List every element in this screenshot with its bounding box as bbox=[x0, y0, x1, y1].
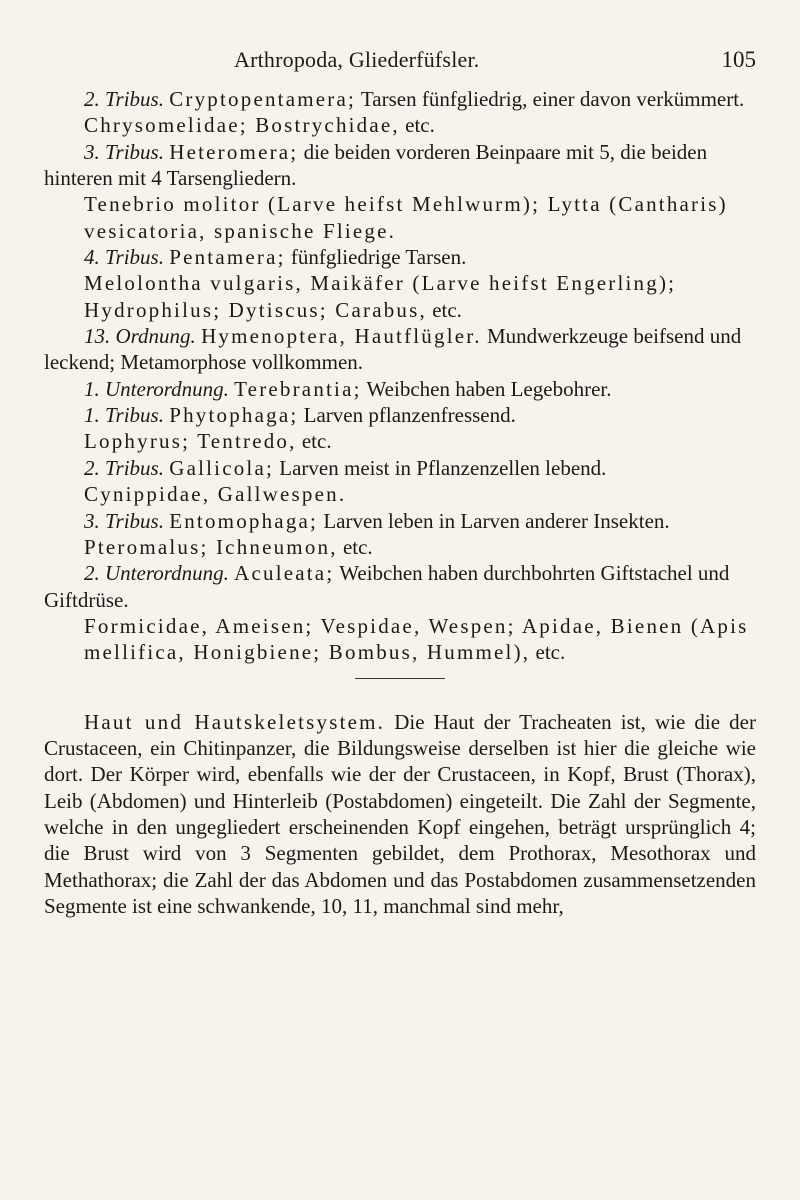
taxon-description: Larven meist in Pflanzenzellen lebend. bbox=[274, 455, 607, 480]
taxon-name: Cryptopentamera; bbox=[169, 87, 357, 111]
taxon-description: etc. bbox=[337, 534, 373, 559]
taxon-entry bbox=[44, 428, 756, 454]
taxon-entry bbox=[44, 613, 756, 666]
taxon-name: Terebrantia; bbox=[234, 376, 362, 401]
taxon-description: etc. bbox=[426, 297, 462, 322]
taxon-name: Heteromera; bbox=[169, 139, 299, 164]
taxon-description: Mundwerkzeuge beifsend und leckend; Metamorphose vollkommen. bbox=[44, 324, 742, 375]
book-page bbox=[44, 0, 756, 919]
taxon-rank: 1. Tribus. bbox=[84, 403, 164, 428]
section-divider bbox=[355, 678, 445, 679]
taxon-entry bbox=[44, 402, 756, 428]
taxon-entry bbox=[44, 139, 756, 192]
taxon-entry bbox=[44, 455, 756, 481]
taxon-entry bbox=[44, 191, 756, 244]
section-body: Die Haut der Tracheaten ist, wie die der Crustaceen, ein Chitinpanzer, die Bildungsweise derselben ist hier die gleiche wie dort. Der Körper wird, ebenfalls wie der der Crustaceen, in Kopf, Brust (Thorax), Leib (Abdomen) und Hinterleib (Postabdomen) eingeteilt. Die Zahl der Segmente, welche in den ungegliedert erscheinenden Kopf eingehen, beträgt ursprünglich 4; die Brust wird von 3 Segmenten gebildet, dem Prothorax, Mesothorax und Methathorax; die Zahl der das Abdomen und das Postabdomen zusammensetzenden Segmente ist eine schwankende, 10, 11, manchmal sind mehr, bbox=[44, 709, 756, 918]
taxon-description: Larven leben in Larven anderer Insekten. bbox=[318, 508, 670, 533]
taxon-entry bbox=[44, 376, 756, 402]
section-heading: Haut und Hautskeletsystem. bbox=[84, 709, 386, 734]
taxon-description: etc. bbox=[530, 640, 566, 665]
taxon-name: Tenebrio molitor (Larve heifst Mehlwurm); Lytta (Cantharis) vesicatoria, spanische Fliege. bbox=[84, 192, 728, 243]
classification-list bbox=[44, 86, 756, 666]
taxon-rank: 4. Tribus. bbox=[84, 245, 164, 270]
taxon-rank: 2. Tribus. bbox=[84, 455, 164, 480]
taxon-name: Pteromalus; Ichneumon, bbox=[84, 534, 338, 559]
taxon-entry bbox=[44, 481, 756, 507]
taxon-name: Formicidae, Ameisen; Vespidae, Wespen; Apidae, Bienen (Apis mellifica, Honigbiene; Bombus, Hummel), bbox=[84, 613, 749, 665]
taxon-description: Larven pflanzenfressend. bbox=[298, 403, 516, 428]
taxon-description: die beiden vorderen Beinpaare mit 5, die beiden hinteren mit 4 Tarsengliedern. bbox=[44, 139, 708, 191]
taxon-name: Phytophaga; bbox=[169, 403, 299, 428]
taxon-name: Aculeata; bbox=[234, 561, 335, 586]
taxon-rank: 2. Unterordnung. bbox=[84, 561, 229, 586]
taxon-description: etc. bbox=[296, 429, 332, 454]
taxon-entry bbox=[44, 112, 756, 138]
taxon-entry bbox=[44, 323, 756, 376]
taxon-name: Chrysomelidae; Bostrychidae, bbox=[84, 113, 400, 138]
taxon-rank: 3. Tribus. bbox=[84, 139, 164, 164]
taxon-entry bbox=[44, 86, 756, 112]
taxon-entry bbox=[44, 244, 756, 270]
taxon-rank: 13. Ordnung. bbox=[84, 324, 196, 349]
taxon-entry bbox=[44, 560, 756, 613]
taxon-rank: 2. Tribus. bbox=[84, 87, 164, 111]
page-number: 105 bbox=[721, 47, 756, 72]
taxon-name: Cynippidae, Gallwespen. bbox=[84, 482, 347, 507]
taxon-name: Entomophaga; bbox=[169, 508, 319, 533]
taxon-description: Tarsen fünfgliedrig, einer davon verkümmert. bbox=[356, 87, 745, 111]
taxon-rank: 1. Unterordnung. bbox=[84, 376, 229, 401]
taxon-entry bbox=[44, 270, 756, 323]
taxon-name: Melolontha vulgaris, Maikäfer (Larve heifst Engerling); Hydrophilus; Dytiscus; Carabus, bbox=[84, 271, 677, 322]
taxon-description: Weibchen haben durchbohrten Giftstachel und Giftdrüse. bbox=[44, 561, 730, 612]
taxon-description: fünfgliedrige Tarsen. bbox=[285, 245, 467, 270]
taxon-description: Weibchen haben Legebohrer. bbox=[361, 376, 612, 401]
page-header bbox=[44, 46, 756, 86]
taxon-entry bbox=[44, 508, 756, 534]
taxon-entry bbox=[44, 534, 756, 560]
skin-section bbox=[44, 709, 756, 920]
section-paragraph bbox=[44, 709, 756, 920]
taxon-rank: 3. Tribus. bbox=[84, 508, 164, 533]
taxon-name: Lophyrus; Tentredo, bbox=[84, 429, 297, 454]
taxon-name: Gallicola; bbox=[169, 455, 275, 480]
taxon-name: Pentamera; bbox=[169, 245, 286, 270]
running-title: Arthropoda, Gliederfüfsler. bbox=[234, 47, 480, 72]
taxon-description: etc. bbox=[399, 113, 435, 138]
taxon-name: Hymenoptera, Hautflügler. bbox=[201, 324, 482, 349]
